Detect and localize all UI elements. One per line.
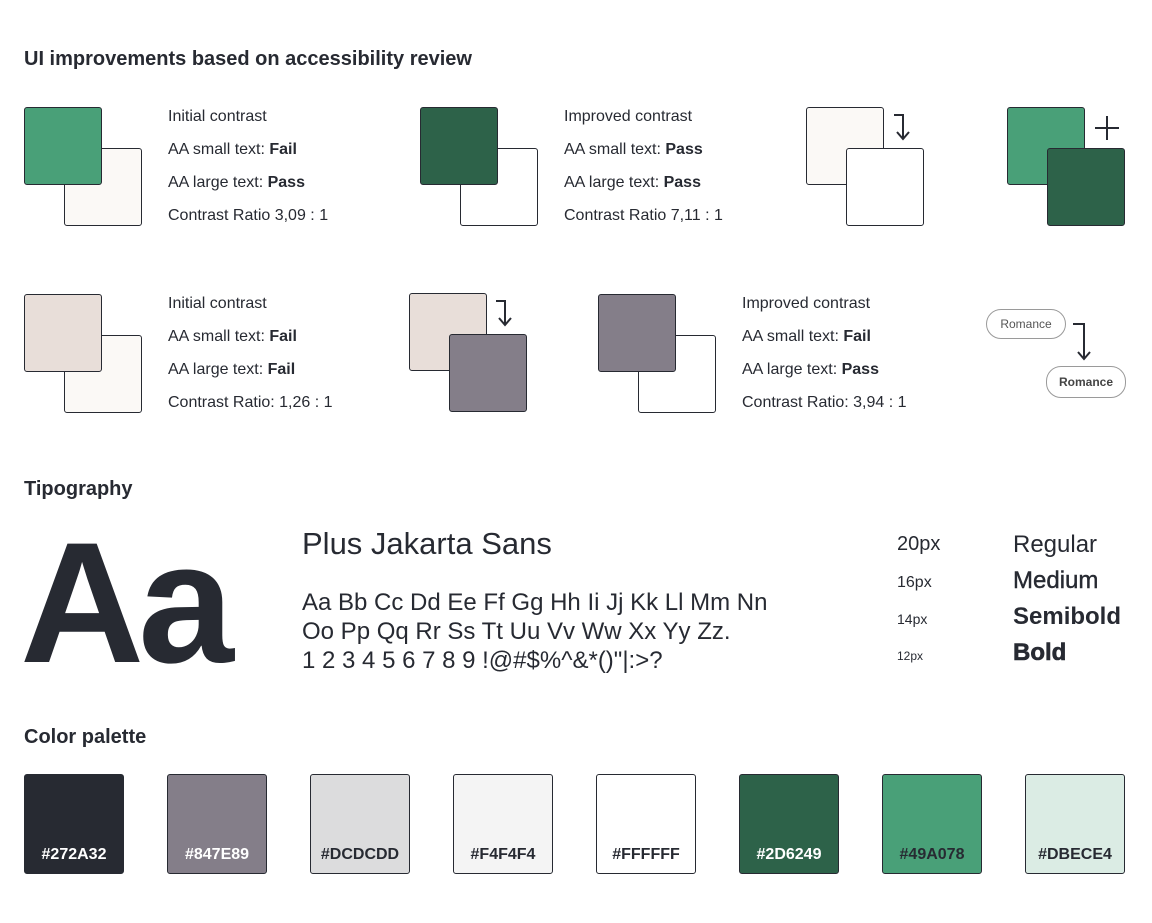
size-12: 12px xyxy=(897,649,924,663)
weight-medium: Medium xyxy=(1013,567,1099,594)
plus-icon xyxy=(1093,114,1121,142)
fg-swatch xyxy=(420,107,498,185)
fg-swatch xyxy=(598,294,676,372)
dark-green-swatch xyxy=(1047,148,1125,226)
weight-regular: Regular xyxy=(1013,531,1098,558)
pill-before: Romance xyxy=(986,309,1066,339)
swatch-ffffff: #FFFFFF xyxy=(596,774,696,874)
turn-down-arrow-icon xyxy=(1070,320,1096,362)
size-16: 16px xyxy=(897,574,932,591)
swatch-847e89: #847E89 xyxy=(167,774,267,874)
typography-heading: Tipography xyxy=(24,478,133,500)
font-name: Plus Jakarta Sans xyxy=(302,526,552,561)
contrast-info-1: Initial contrast AA small text: Fail AA large text: Pass Contrast Ratio 3,09 : 1 xyxy=(168,108,329,224)
contrast-info-4: Improved contrast AA small text: Fail AA large text: Pass Contrast Ratio: 3,94 : 1 xyxy=(742,295,907,411)
swatch-49a078: #49A078 xyxy=(882,774,982,874)
size-20: 20px xyxy=(897,533,941,555)
swatch-dbece4: #DBECE4 xyxy=(1025,774,1125,874)
swatch-dcdcdd: #DCDCDD xyxy=(310,774,410,874)
swatch-2d6249: #2D6249 xyxy=(739,774,839,874)
size-14: 14px xyxy=(897,611,928,627)
turn-down-arrow-icon xyxy=(892,112,914,142)
weight-semibold: Semibold xyxy=(1013,603,1122,630)
page-title: UI improvements based on accessibility review xyxy=(24,48,472,70)
swatch-272a32: #272A32 xyxy=(24,774,124,874)
new-color-swatch xyxy=(449,334,527,412)
turn-down-arrow-icon xyxy=(494,298,516,328)
typography-sample: Aa xyxy=(20,507,228,699)
weight-bold: Bold xyxy=(1013,639,1067,666)
glyph-sample: Aa Bb Cc Dd Ee Ff Gg Hh Ii Jj Kk Ll Mm Nn Oo Pp Qq Rr Ss Tt Uu Vv Ww Xx Yy Zz. 1 2 3 4 5 6 7 8 9 !@#$%^&*()"|:>? xyxy=(302,589,768,674)
palette-heading: Color palette xyxy=(24,726,147,748)
swatch-f4f4f4: #F4F4F4 xyxy=(453,774,553,874)
new-bg-swatch xyxy=(846,148,924,226)
pill-after: Romance xyxy=(1046,366,1126,398)
fg-swatch xyxy=(24,294,102,372)
fg-swatch xyxy=(24,107,102,185)
contrast-info-2: Improved contrast AA small text: Pass AA large text: Pass Contrast Ratio 7,11 : 1 xyxy=(564,108,723,224)
contrast-info-3: Initial contrast AA small text: Fail AA large text: Fail Contrast Ratio: 1,26 : 1 xyxy=(168,295,333,411)
